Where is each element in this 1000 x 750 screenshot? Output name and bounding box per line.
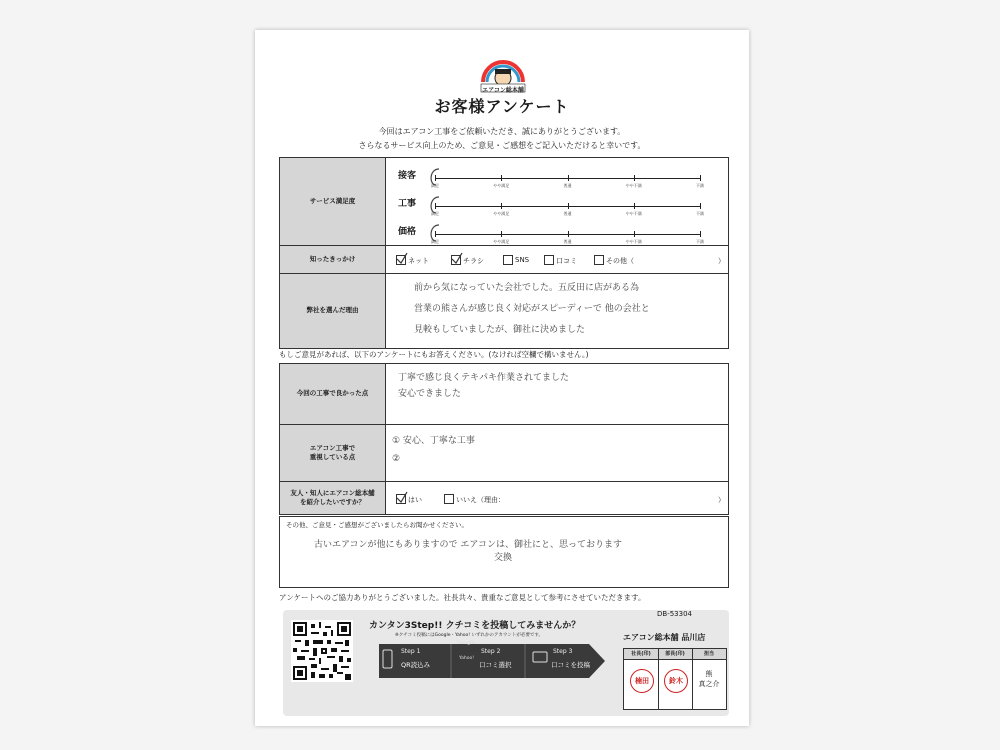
satisfaction-tick-label: 普通 [563, 183, 572, 188]
promo-title: カンタン3Step!! クチコミを投稿してみませんか？ [369, 621, 581, 631]
satisfaction-tick-label: やや不満 [625, 239, 642, 244]
option-other: その他（ [606, 257, 634, 265]
step-2-yahoo: Yahoo! [459, 656, 475, 661]
checkbox-other[interactable] [594, 255, 604, 265]
intro-line-1: 今回はエアコン工事をご依頼いただき、誠にありがとうございます。 [378, 127, 626, 136]
priority-line-1: ① 安心、丁寧な工事 [392, 436, 475, 446]
priority-line-2: ② [392, 454, 401, 464]
logo-text: エアコン総本舗 [482, 87, 524, 94]
option-yes: はい [408, 496, 422, 504]
satisfaction-tick-label: 満足 [431, 183, 439, 188]
row-label-work: 工事 [398, 199, 417, 209]
satisfaction-tick-label: 普通 [563, 239, 572, 244]
option-review: 口コミ [556, 257, 577, 265]
satisfaction-tick-label: やや満足 [493, 183, 510, 188]
satisfaction-tick[interactable] [568, 203, 569, 209]
page-title: お客様アンケート [434, 97, 570, 116]
satisfaction-tick-label: やや満足 [493, 239, 510, 244]
row-label-service: 接客 [398, 171, 417, 181]
satisfaction-tick-label: やや不満 [625, 183, 642, 188]
thanks-message: アンケートへのご協力ありがとうございました。社長共々、貴重なご意見として参考にさせていただきます。 [279, 593, 646, 602]
step-2-num: Step 2 [481, 648, 501, 655]
satisfaction-header: サービス満足度 [280, 158, 386, 245]
satisfaction-tick[interactable] [634, 231, 635, 237]
option-flyer: チラシ [463, 257, 484, 265]
satisfaction-mark [427, 167, 443, 187]
approval-header-president: 社長(印) [631, 651, 651, 657]
approval-box [623, 648, 727, 710]
satisfaction-tick-label: 不満 [696, 211, 704, 216]
step-3-num: Step 3 [553, 648, 573, 655]
optional-note: もしご意見があれば、以下のアンケートにもお答えください。(なければ空欄で構いません。) [279, 350, 589, 359]
satisfaction-tick-label: やや不満 [625, 211, 642, 216]
option-no-close: ） [718, 496, 725, 504]
step-1-num: Step 1 [401, 648, 421, 655]
document-number: DB-53304 [657, 610, 692, 618]
satisfaction-tick[interactable] [501, 175, 502, 181]
satisfaction-tick[interactable] [634, 175, 635, 181]
step-3-label: 口コミを投稿 [551, 661, 590, 669]
satisfaction-tick-label: 普通 [563, 211, 572, 216]
intro-line-2: さらなるサービス向上のため、ご意見・ご感想をご記入いただけると幸いです。 [358, 141, 646, 150]
satisfaction-mark [427, 223, 443, 243]
survey-sheet [255, 30, 749, 726]
approval-header-manager: 部長(印) [665, 651, 685, 657]
option-other-close: ） [718, 257, 725, 265]
step-2-label: 口コミ選択 [479, 661, 512, 669]
store-name: エアコン総本舗 品川店 [623, 633, 706, 642]
checkbox-no[interactable] [444, 494, 454, 504]
satisfaction-tick-label: 満足 [431, 239, 439, 244]
optional-table [279, 363, 729, 515]
satisfaction-tick-label: やや満足 [493, 211, 510, 216]
reason-line-1: 前から気になっていた会社でした。五反田に店がある為 [414, 283, 640, 293]
satisfaction-tick[interactable] [501, 203, 502, 209]
review-promo-box [283, 610, 729, 716]
good-points-line-1: 丁寧で感じ良くテキパキ作業されてました [398, 373, 570, 383]
other-comments-box [279, 516, 729, 588]
satisfaction-tick[interactable] [700, 203, 701, 209]
satisfaction-tick[interactable] [568, 231, 569, 237]
reason-line-2: 営業の熊さんが感じ良く対応がスピーディーで 他の会社と [414, 304, 650, 314]
satisfaction-tick-label: 不満 [696, 183, 704, 188]
row-label-price: 価格 [398, 227, 417, 237]
stamp-manager: 鈴木 [664, 669, 688, 693]
check-mark-flyer [450, 251, 464, 265]
option-no: いいえ（理由： [456, 496, 505, 504]
check-mark-yes [395, 490, 409, 504]
approval-header-staff: 担当 [703, 651, 714, 657]
good-points-header: 今回の工事で良かった点 [280, 364, 386, 424]
reason-header: 弊社を選んだ理由 [280, 274, 386, 348]
step-1-label: QR読込み [401, 661, 431, 669]
trigger-header: 知ったきっかけ [280, 246, 386, 273]
satisfaction-tick-label: 不満 [696, 239, 704, 244]
satisfaction-tick[interactable] [568, 175, 569, 181]
good-points-line-2: 安心できました [398, 389, 462, 399]
staff-given-name: 真之介 [698, 680, 720, 688]
satisfaction-tick[interactable] [700, 175, 701, 181]
option-sns: SNS [515, 256, 530, 264]
stamp-president: 楠田 [630, 669, 654, 693]
priority-header: エアコン工事で 重視している点 [280, 425, 386, 481]
qr-code[interactable] [291, 620, 353, 682]
satisfaction-mark [427, 195, 443, 215]
satisfaction-tick[interactable] [634, 203, 635, 209]
option-net: ネット [408, 257, 429, 265]
referral-header: 友人・知人にエアコン総本舗 を紹介したいですか？ [280, 482, 386, 514]
checkbox-sns[interactable] [503, 255, 513, 265]
survey-table [279, 157, 729, 349]
satisfaction-tick[interactable] [501, 231, 502, 237]
other-line: 古いエアコンが他にもありますので エアコンは、御社にと、思っております [314, 540, 622, 550]
other-sub: 交換 [494, 553, 513, 563]
satisfaction-tick-label: 満足 [431, 211, 439, 216]
step-2-google: Google [457, 640, 475, 646]
other-header: その他、ご意見・ご感想がございましたらお聞かせください。 [286, 521, 468, 529]
reason-line-3: 見較もしていましたが、御社に決めました [414, 325, 586, 335]
checkbox-review[interactable] [544, 255, 554, 265]
satisfaction-tick[interactable] [700, 231, 701, 237]
promo-note: ※クチコミ投稿にはGoogle・Yahoo! いずれかのアカウントが必要です。 [395, 633, 544, 638]
check-mark-net [395, 251, 409, 265]
staff-surname: 熊 [705, 670, 713, 678]
